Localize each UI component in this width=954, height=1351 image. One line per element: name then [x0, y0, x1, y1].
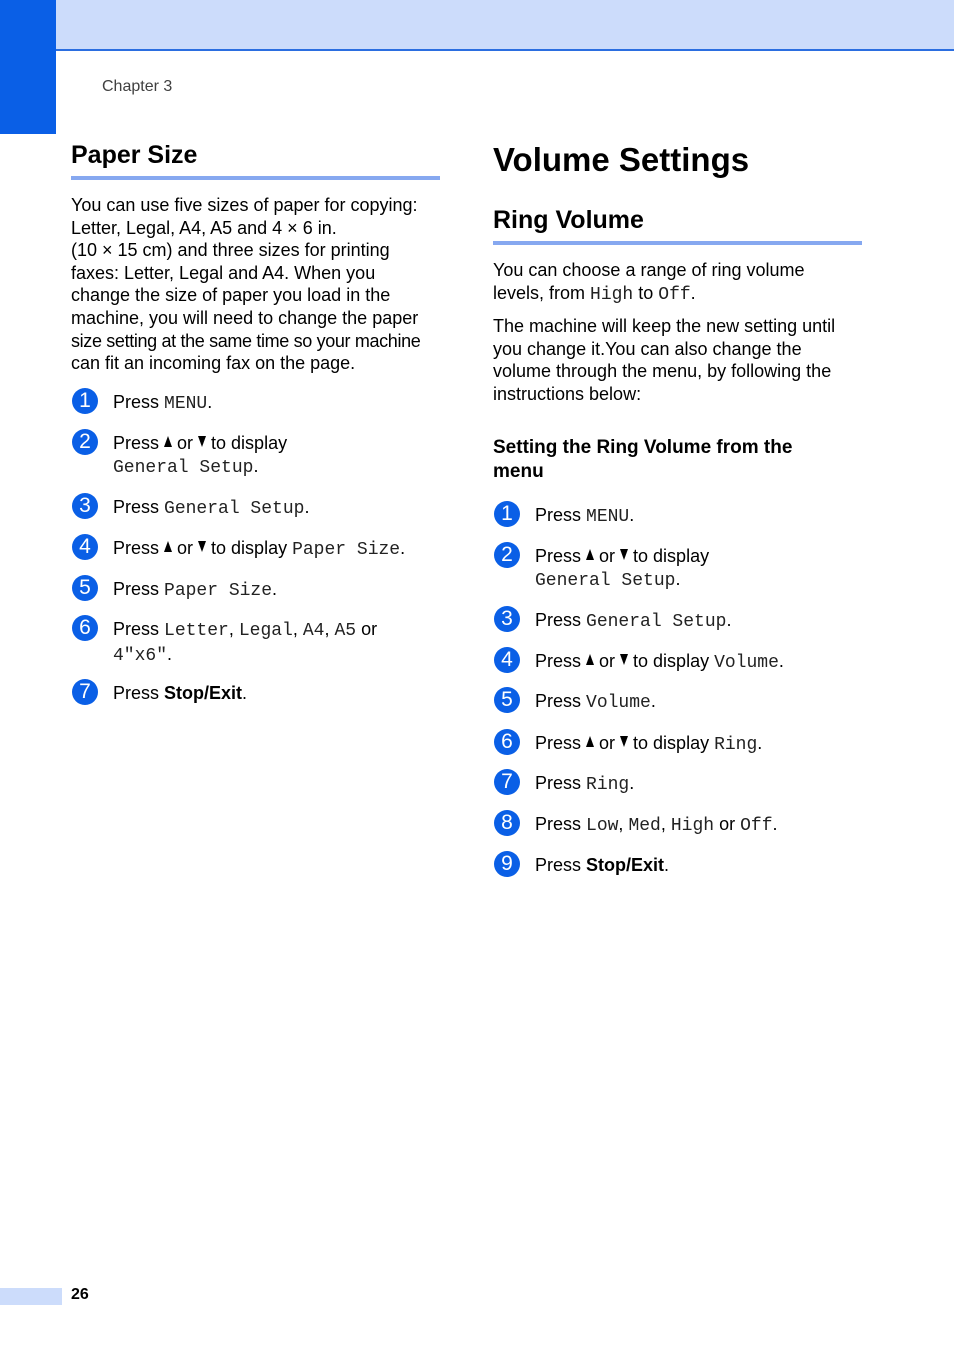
step-text: .	[304, 496, 310, 517]
key-name: Stop/Exit	[586, 854, 665, 875]
step-text: to display	[628, 732, 715, 753]
step-text: Press	[535, 504, 587, 525]
para-line: faxes: Letter, Legal and A4. When you	[71, 262, 376, 283]
step-text: ,	[292, 618, 303, 639]
lcd-text: MENU	[586, 506, 630, 527]
step-text: or	[594, 545, 621, 566]
step-text: ,	[660, 813, 671, 834]
step-text: Press	[535, 609, 587, 630]
step-number: 3	[494, 606, 520, 632]
step-text: Press	[113, 432, 165, 453]
step-number: 8	[494, 810, 520, 836]
step-text: to display	[206, 537, 293, 558]
step-text: .	[272, 578, 278, 599]
lcd-text: Off	[740, 815, 773, 836]
down-arrow-icon	[198, 436, 206, 447]
para-line: The machine will keep the new setting until	[493, 316, 836, 337]
para-line: instructions below:	[493, 383, 642, 404]
step-text: .	[629, 772, 635, 793]
volume-settings-title: Volume Settings	[493, 141, 750, 178]
step-text: ,	[324, 618, 335, 639]
right-column	[493, 138, 862, 875]
page-number-bar	[0, 1288, 62, 1305]
chapter-tab	[0, 0, 56, 134]
para-line: .	[690, 282, 696, 303]
lcd-text: General Setup	[164, 498, 305, 519]
step-text: ,	[618, 813, 629, 834]
up-arrow-icon	[164, 541, 172, 552]
para-line: size setting at the same time so your machine	[71, 330, 421, 351]
step-number: 5	[72, 575, 98, 601]
step-text: .	[778, 650, 784, 671]
step-text: Press	[113, 618, 165, 639]
step-text: .	[757, 732, 763, 753]
ring-volume-subheading	[493, 436, 862, 484]
para-line: You can choose a range of ring volume	[493, 260, 805, 280]
step-text: or	[594, 732, 621, 753]
step-text: ,	[228, 618, 239, 639]
step-text: or	[594, 650, 621, 671]
lcd-text: General Setup	[113, 457, 254, 478]
step-text: .	[207, 391, 213, 412]
step-number: 1	[494, 501, 520, 527]
step-text: Press	[535, 813, 587, 834]
ring-volume-heading: Ring Volume	[493, 205, 862, 245]
step-number: 7	[494, 769, 520, 795]
key-name: Stop/Exit	[164, 682, 243, 703]
step	[71, 534, 482, 562]
para-line: volume through the menu, by following the	[493, 361, 832, 382]
step	[493, 501, 904, 529]
step	[493, 810, 904, 838]
step	[493, 606, 904, 634]
step-text: .	[650, 690, 656, 711]
step-text: Press	[535, 732, 587, 753]
lcd-text: Off	[658, 284, 691, 305]
step	[493, 647, 904, 675]
step-number: 4	[494, 647, 520, 673]
para-line: You can use five sizes of paper for copying:	[71, 195, 418, 215]
lcd-text: MENU	[164, 393, 208, 414]
step-number: 5	[494, 687, 520, 713]
lcd-text: A4	[302, 620, 325, 641]
step	[71, 429, 482, 480]
step-text: or	[172, 537, 199, 558]
lcd-text: Paper Size	[164, 580, 273, 601]
lcd-text: 4"x6"	[113, 645, 168, 666]
lcd-text: A5	[334, 620, 357, 641]
up-arrow-icon	[586, 736, 594, 747]
para-line: you change it.You can also change the	[493, 338, 802, 359]
ring-volume-paragraph-1	[493, 259, 862, 306]
up-arrow-icon	[164, 436, 172, 447]
step	[493, 687, 904, 715]
step-text: .	[726, 609, 732, 630]
step-text: .	[400, 537, 406, 558]
header-bar	[0, 0, 954, 51]
para-line: change the size of paper you load in the	[71, 285, 391, 306]
para-line: can fit an incoming fax on the page.	[71, 353, 356, 374]
step-text: Press	[113, 682, 165, 703]
step-text: .	[675, 568, 681, 589]
step	[493, 769, 904, 797]
step-text: .	[253, 455, 259, 476]
lcd-text: General Setup	[586, 611, 727, 632]
step	[493, 851, 904, 877]
step	[71, 493, 482, 521]
step	[493, 542, 904, 593]
lcd-text: Ring	[714, 734, 758, 755]
step-text: Press	[535, 545, 587, 566]
step-text: to display	[628, 545, 710, 566]
para-line: machine, you will need to change the paper	[71, 307, 419, 328]
para-line: (10 × 15 cm) and three sizes for printing	[71, 240, 390, 261]
para-line: levels, from	[493, 282, 591, 303]
step-number: 7	[72, 679, 98, 705]
step-text: Press	[113, 537, 165, 558]
step-text: .	[772, 813, 778, 834]
para-line: Letter, Legal, A4, A5 and 4 × 6 in.	[71, 217, 337, 238]
lcd-text: Volume	[714, 652, 779, 673]
step-text: .	[664, 854, 670, 875]
step-text: Press	[535, 854, 587, 875]
down-arrow-icon	[198, 541, 206, 552]
step-number: 2	[494, 542, 520, 568]
step	[493, 729, 904, 757]
paper-size-heading: Paper Size	[71, 140, 440, 180]
step-text: Press	[113, 578, 165, 599]
step-number: 3	[72, 493, 98, 519]
up-arrow-icon	[586, 654, 594, 665]
lcd-text: Letter	[164, 620, 229, 641]
para-line: to	[633, 282, 659, 303]
step-number: 2	[72, 429, 98, 455]
step-number: 4	[72, 534, 98, 560]
step-text: .	[242, 682, 248, 703]
step	[71, 615, 482, 668]
up-arrow-icon	[586, 549, 594, 560]
step-text: or	[714, 813, 741, 834]
lcd-text: Med	[628, 815, 661, 836]
paper-size-paragraph	[71, 194, 440, 375]
chapter-label: Chapter 3	[102, 78, 173, 95]
step-text: .	[629, 504, 635, 525]
step	[71, 388, 482, 416]
step-text: Press	[113, 496, 165, 517]
step-text: Press	[113, 391, 165, 412]
step-text: to display	[206, 432, 288, 453]
step-text: Press	[535, 772, 587, 793]
step-text: to display	[628, 650, 715, 671]
step-text: Press	[535, 690, 587, 711]
step-text: Press	[535, 650, 587, 671]
lcd-text: Ring	[586, 774, 630, 795]
subheading-line: menu	[493, 460, 544, 482]
lcd-text: Volume	[586, 692, 651, 713]
step	[71, 679, 482, 705]
lcd-text: High	[670, 815, 715, 836]
lcd-text: Low	[586, 815, 619, 836]
page-number: 26	[71, 1286, 89, 1303]
step-number: 6	[72, 615, 98, 641]
down-arrow-icon	[620, 654, 628, 665]
step-text: or	[172, 432, 199, 453]
lcd-text: Legal	[238, 620, 293, 641]
step-text: or	[356, 618, 378, 639]
lcd-text: General Setup	[535, 570, 676, 591]
left-column	[71, 140, 440, 703]
step-number: 6	[494, 729, 520, 755]
step-number: 9	[494, 851, 520, 877]
down-arrow-icon	[620, 549, 628, 560]
ring-volume-paragraph-2	[493, 315, 862, 405]
step-text: .	[167, 643, 173, 664]
down-arrow-icon	[620, 736, 628, 747]
lcd-text: Paper Size	[292, 539, 401, 560]
step-number: 1	[72, 388, 98, 414]
step	[71, 575, 482, 603]
lcd-text: High	[590, 284, 634, 305]
subheading-line: Setting the Ring Volume from the	[493, 436, 793, 458]
